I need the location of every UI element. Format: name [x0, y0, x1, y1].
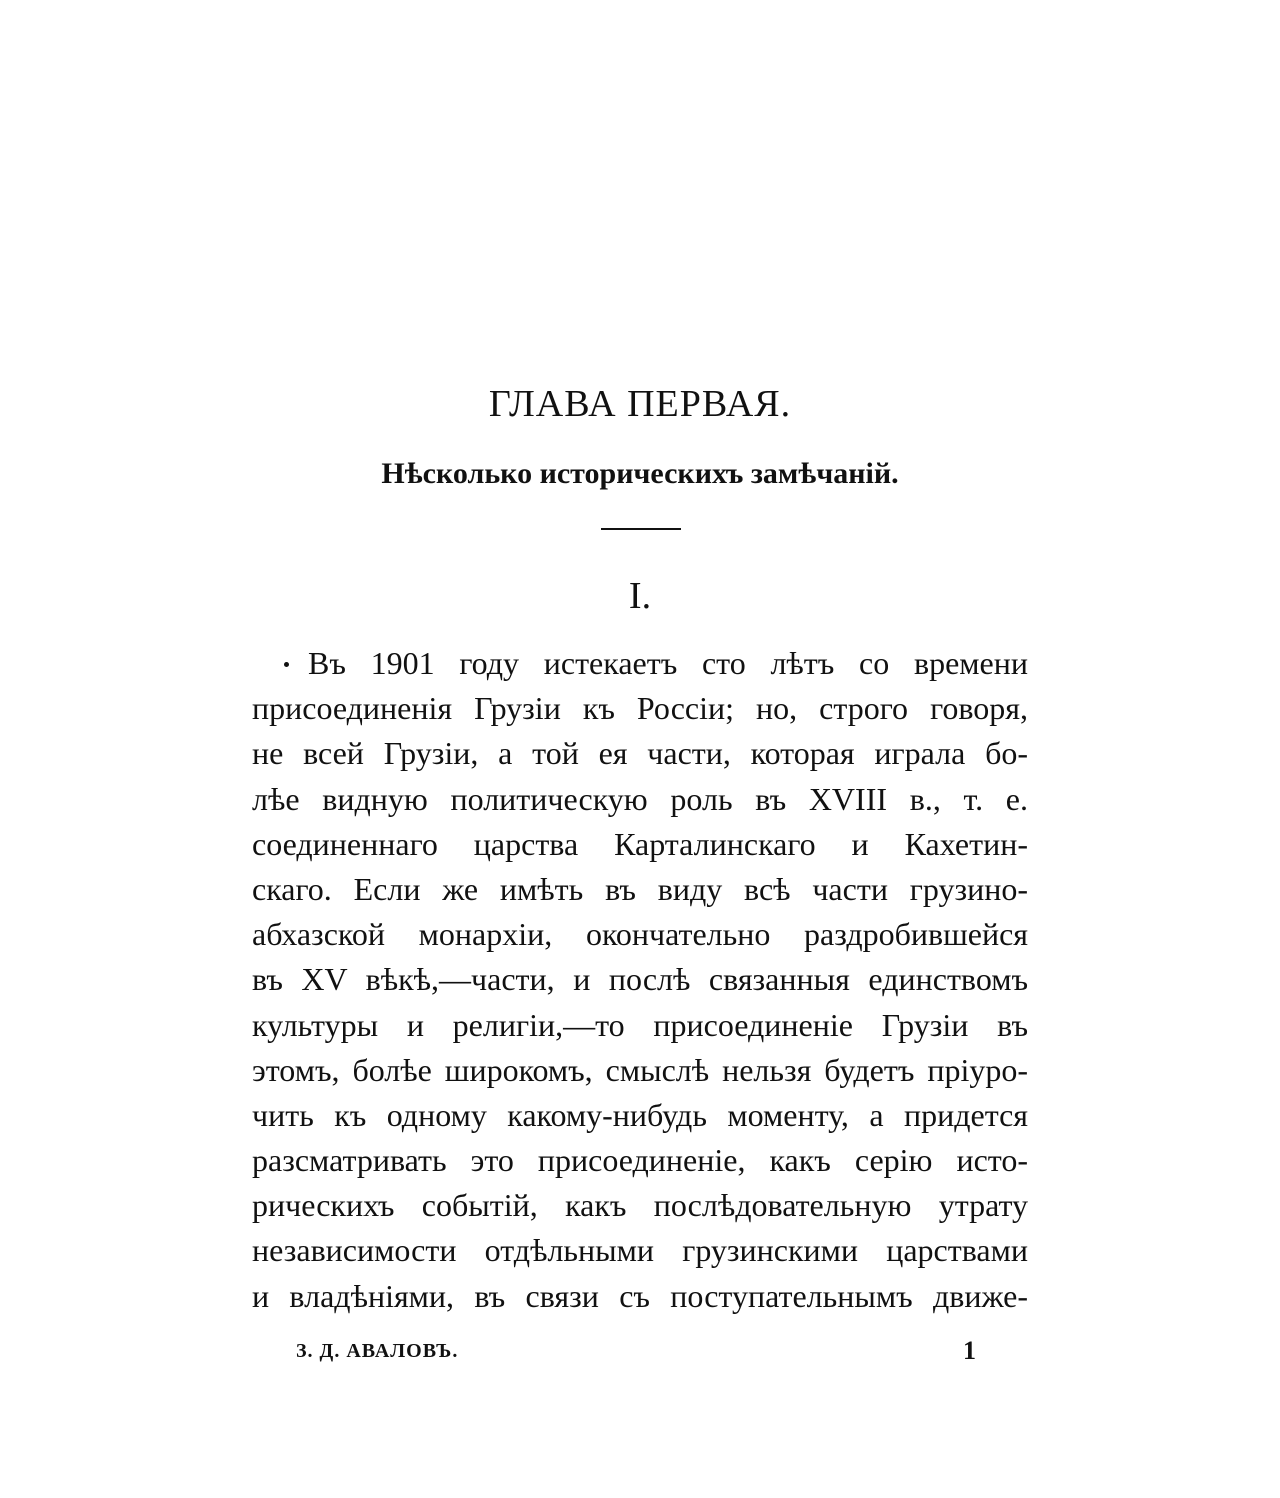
- chapter-subtitle: Нѣсколько историческихъ замѣчаній.: [381, 457, 899, 490]
- text-line: скаго. Если же имѣть въ виду всѣ части грузино-: [252, 870, 1028, 907]
- text-line: независимости отдѣльными грузинскими царствами: [252, 1232, 1028, 1269]
- text-line: абхазской монархіи, окончательно раздробившейся: [252, 916, 1028, 953]
- section-number: I.: [628, 575, 652, 617]
- text-line: Въ 1901 году истекаетъ сто лѣтъ со времени: [308, 645, 1028, 681]
- text-line: чить къ одному какому-нибудь моменту, а придется: [252, 1096, 1028, 1133]
- chapter-title: ГЛАВА ПЕРВАЯ.: [488, 383, 792, 425]
- text-line: рическихъ событій, какъ послѣдовательную утрату: [252, 1187, 1028, 1224]
- section-divider: [601, 528, 681, 530]
- text-line: не всей Грузіи, а той ея части, которая играла бо-: [252, 735, 1028, 772]
- text-line: и владѣніями, въ связи съ поступательнымъ движе-: [252, 1277, 1028, 1314]
- footer-signature: З. Д. АВАЛОВЪ.: [296, 1340, 459, 1362]
- text-line: присоединенія Грузіи къ Россіи; но, строго говоря,: [252, 690, 1028, 727]
- text-line: лѣе видную политическую роль въ XVIII в., т. е.: [252, 780, 1028, 817]
- text-line: въ XV вѣкѣ,—части, и послѣ связанныя единствомъ: [252, 961, 1028, 998]
- text-line: разсматривать это присоединеніе, какъ серію исто-: [252, 1142, 1028, 1179]
- text-line: соединеннаго царства Карталинскаго и Кахетин-: [252, 825, 1028, 862]
- body-paragraph: [252, 641, 1028, 1319]
- page-footer: [296, 1336, 976, 1368]
- text-line: культуры и религіи,—то присоединеніе Грузіи въ: [252, 1006, 1028, 1043]
- page-number: 1: [963, 1336, 976, 1365]
- text-line: этомъ, болѣе широкомъ, смыслѣ нельзя будетъ пріуро-: [252, 1051, 1028, 1088]
